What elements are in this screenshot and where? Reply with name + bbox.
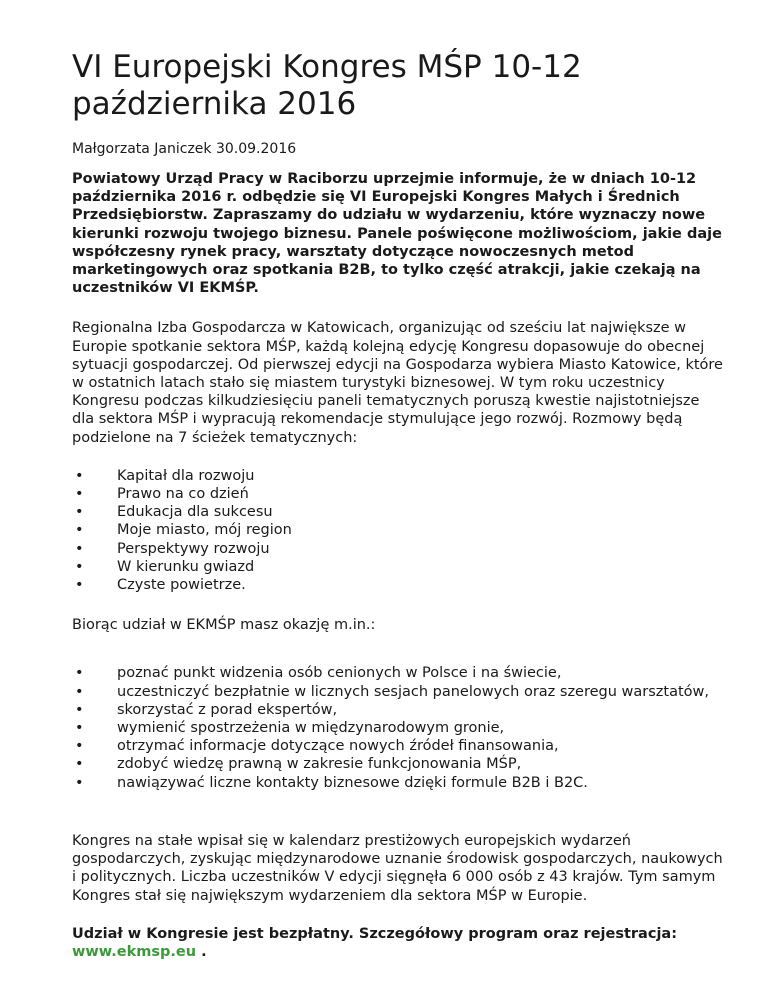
list-item: • zdobyć wiedzę prawną w zakresie funkcjonowania MŚP, xyxy=(75,755,724,773)
list-item: • uczestniczyć bezpłatnie w licznych sesjach panelowych oraz szeregu warsztatów, xyxy=(75,683,724,701)
registration-text: Udział w Kongresie jest bezpłatny. Szczegółowy program oraz rejestracja: xyxy=(72,925,677,942)
registration-paragraph xyxy=(72,925,724,961)
congress-paragraph: Kongres na stałe wpisał się w kalendarz prestiżowych europejskich wydarzeń gospodarczych, zyskując międzynarodowe uznanie środowisk gospodarczych, naukowych i politycznych. Liczba uczestników V edycji sięgnęła 6 000 osób z 43 krajów. Tym samym Kongres stał się największym wydarzeniem dla sektora MŚP w Europie. xyxy=(72,832,723,904)
list-item: • Kapitał dla rozwoju xyxy=(75,467,724,485)
list-item: • Edukacja dla sukcesu xyxy=(75,503,724,521)
list-item: • wymienić spostrzeżenia w międzynarodowym gronie, xyxy=(75,719,724,737)
list-item: • otrzymać informacje dotyczące nowych źródeł finansowania, xyxy=(75,737,724,755)
benefits-list xyxy=(72,664,724,791)
paths-list xyxy=(72,467,724,594)
list-item: • Moje miasto, mój region xyxy=(75,521,724,539)
list-item: • nawiązywać liczne kontakty biznesowe dzięki formule B2B i B2C. xyxy=(75,774,724,792)
intro-paragraph: Regionalna Izba Gospodarcza w Katowicach, organizując od sześciu lat największe w Europie spotkanie sektora MŚP, każdą kolejną edycję Kongresu dopasowuje do obecnej sytuacji gospodarczej. Od pierwszej edycji na Gospodarza wybiera Miasto Katowice, które w ostatnich latach stało się miastem turystyki biznesowej. W tym roku uczestnicy Kongresu podczas kilkudziesięciu paneli tematycznych poruszą kwestie najistotniejsze dla sektora MŚP i wypracują rekomendacje stymulujące jego rozwój. Rozmowy będą podzielone na 7 ścieżek tematycznych: xyxy=(72,320,723,446)
list-item: • poznać punkt widzenia osób cenionych w Polsce i na świecie, xyxy=(75,664,724,682)
author-date: Małgorzata Janiczek 30.09.2016 xyxy=(72,141,297,157)
list-item: • Czyste powietrze. xyxy=(75,576,724,594)
list-item: • Prawo na co dzień xyxy=(75,485,724,503)
lead-paragraph: Powiatowy Urząd Pracy w Raciborzu uprzejmie informuje, że w dniach 10-12 października 2016 r. odbędzie się VI Europejski Kongres Małych i Średnich Przedsiębiorstw. Zapraszamy do udziału w wydarzeniu, które wyznaczy nowe kierunki rozwoju twojego biznesu. Panele poświęcone możliwościom, jakie daje współczesny rynek pracy, warsztaty dotyczące nowoczesnych metod marketingowych oraz spotkania B2B, to tylko część atrakcji, jakie czekają na uczestników VI EKMŚP. xyxy=(72,171,722,297)
list-item: • skorzystać z porad ekspertów, xyxy=(75,701,724,719)
registration-end: . xyxy=(196,943,207,960)
list-item: • W kierunku gwiazd xyxy=(75,558,724,576)
page-title: VI Europejski Kongres MŚP 10-12 października 2016 xyxy=(72,49,582,122)
list-item: • Perspektywy rozwoju xyxy=(75,540,724,558)
benefits-intro: Biorąc udział w EKMŚP masz okazję m.in.: xyxy=(72,617,376,634)
registration-link[interactable]: www.ekmsp.eu xyxy=(72,943,197,960)
